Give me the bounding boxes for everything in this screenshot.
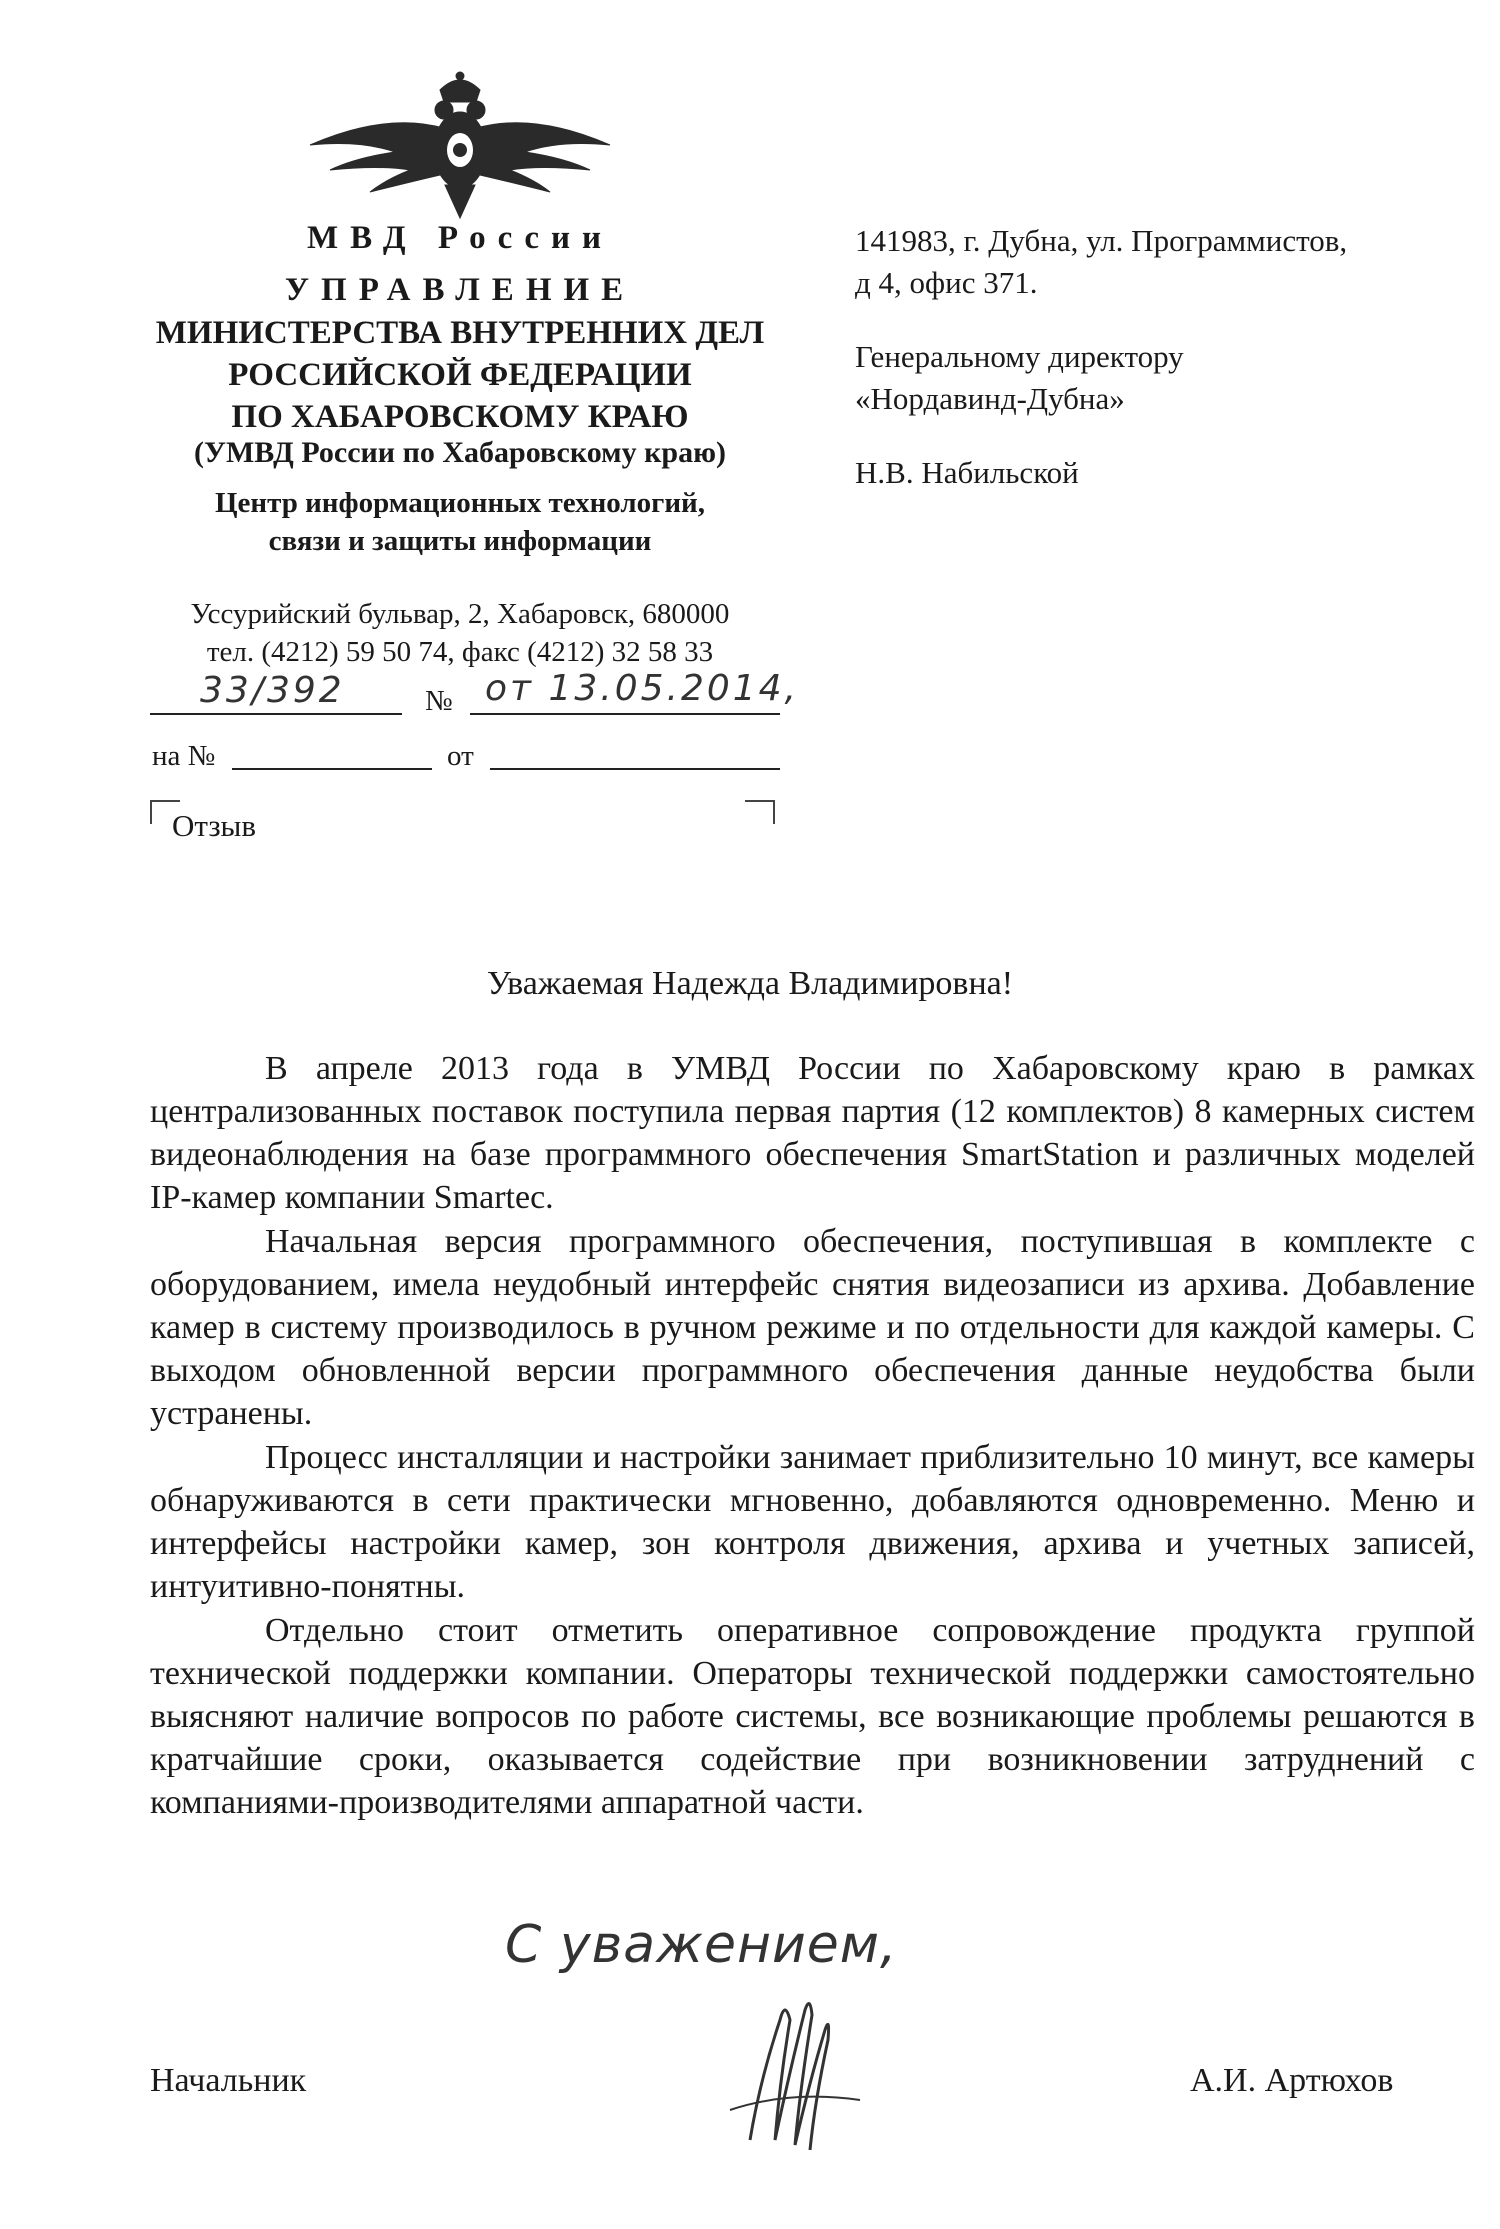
department-line1: Центр информационных технологий,	[214, 487, 706, 519]
recipient-name: Н.В. Набильской	[855, 455, 1079, 490]
paragraph-3: Процесс инсталляции и настройки занимает приблизительно 10 минут, все камеры обнаруживаются в сети практически мгновенно, добавляются одновременно. Меню и интерфейсы настройки камер, зон контроля движения, архива и учетных записей, интуитивно-понятны.	[150, 1439, 1475, 1605]
recipient-position-line1: Генеральному директору	[855, 339, 1184, 374]
greeting: Уважаемая Надежда Владимировна!	[486, 965, 1014, 1002]
org-name-directorate: УПРАВЛЕНИЕ	[284, 272, 636, 308]
recipient-position-line2: «Нордавинд-Дубна»	[855, 381, 1125, 416]
outgoing-number: 33/392	[200, 670, 345, 711]
outgoing-date-line	[470, 713, 780, 715]
reply-from-label: от	[447, 740, 474, 772]
mvd-emblem-icon	[300, 70, 620, 220]
department-line2: связи и защиты информации	[268, 525, 652, 557]
sender-address	[120, 595, 800, 671]
outgoing-number-line	[150, 713, 402, 715]
paragraph-2: Начальная версия программного обеспечения, поступившая в комплекте с оборудованием, имела неудобный интерфейс снятия видеозаписи из архива. Добавление камер в систему производилось в ручном режиме и по отдельности для каждой камеры. С выходом обновленной версии программного обеспечения данные неудобства были устранены.	[150, 1223, 1475, 1432]
department-name	[120, 484, 800, 560]
subject: Отзыв	[172, 808, 257, 843]
org-name-line-region: ПО ХАБАРОВСКОМУ КРАЮ	[231, 399, 689, 435]
signature-icon	[690, 1960, 890, 2160]
paragraph-1: В апреле 2013 года в УМВД России по Хабаровскому краю в рамках централизованных поставок поступила первая партия (12 комплектов) 8 камерных систем видеонаблюдения на базе программного обеспечения SmartStation и различных моделей IP-камер компании Smartec.	[150, 1050, 1475, 1216]
sender-phone-line: тел. (4212) 59 50 74, факс (4212) 32 58 33	[206, 636, 714, 668]
recipient-address-line2: д 4, офис 371.	[855, 265, 1038, 300]
org-short-name: (УМВД России по Хабаровскому краю)	[193, 436, 727, 469]
org-name-full	[120, 312, 800, 438]
signer-name: А.И. Артюхов	[1190, 2062, 1394, 2099]
reply-to-label: на №	[152, 740, 216, 772]
outgoing-date: от 13.05.2014,	[485, 668, 800, 709]
recipient-position	[855, 336, 1415, 420]
org-name-line-federation: РОССИЙСКОЙ ФЕДЕРАЦИИ	[228, 357, 692, 393]
reply-from-line	[490, 768, 780, 770]
recipient-address-line1: 141983, г. Дубна, ул. Программистов,	[855, 223, 1348, 258]
org-name-mvd: МВД России	[306, 220, 613, 256]
org-name-line-ministry: МИНИСТЕРСТВА ВНУТРЕННИХ ДЕЛ	[155, 315, 765, 351]
subject-bracket-right	[745, 800, 775, 824]
number-sign: №	[425, 685, 453, 717]
recipient-address	[855, 220, 1415, 304]
sender-address-line: Уссурийский бульвар, 2, Хабаровск, 680000	[190, 598, 730, 630]
closing-handwritten: С уважением,	[505, 1915, 898, 1975]
reply-to-line	[232, 768, 432, 770]
paragraph-4: Отдельно стоит отметить оперативное сопровождение продукта группой технической поддержки компании. Операторы технической поддержки самостоятельно выясняют наличие вопросов по работе системы, все возникающие проблемы решаются в кратчайшие сроки, оказывается содействие при возникновении затруднений с компаниями-производителями аппаратной части.	[150, 1612, 1475, 1821]
signer-position: Начальник	[150, 2062, 307, 2099]
